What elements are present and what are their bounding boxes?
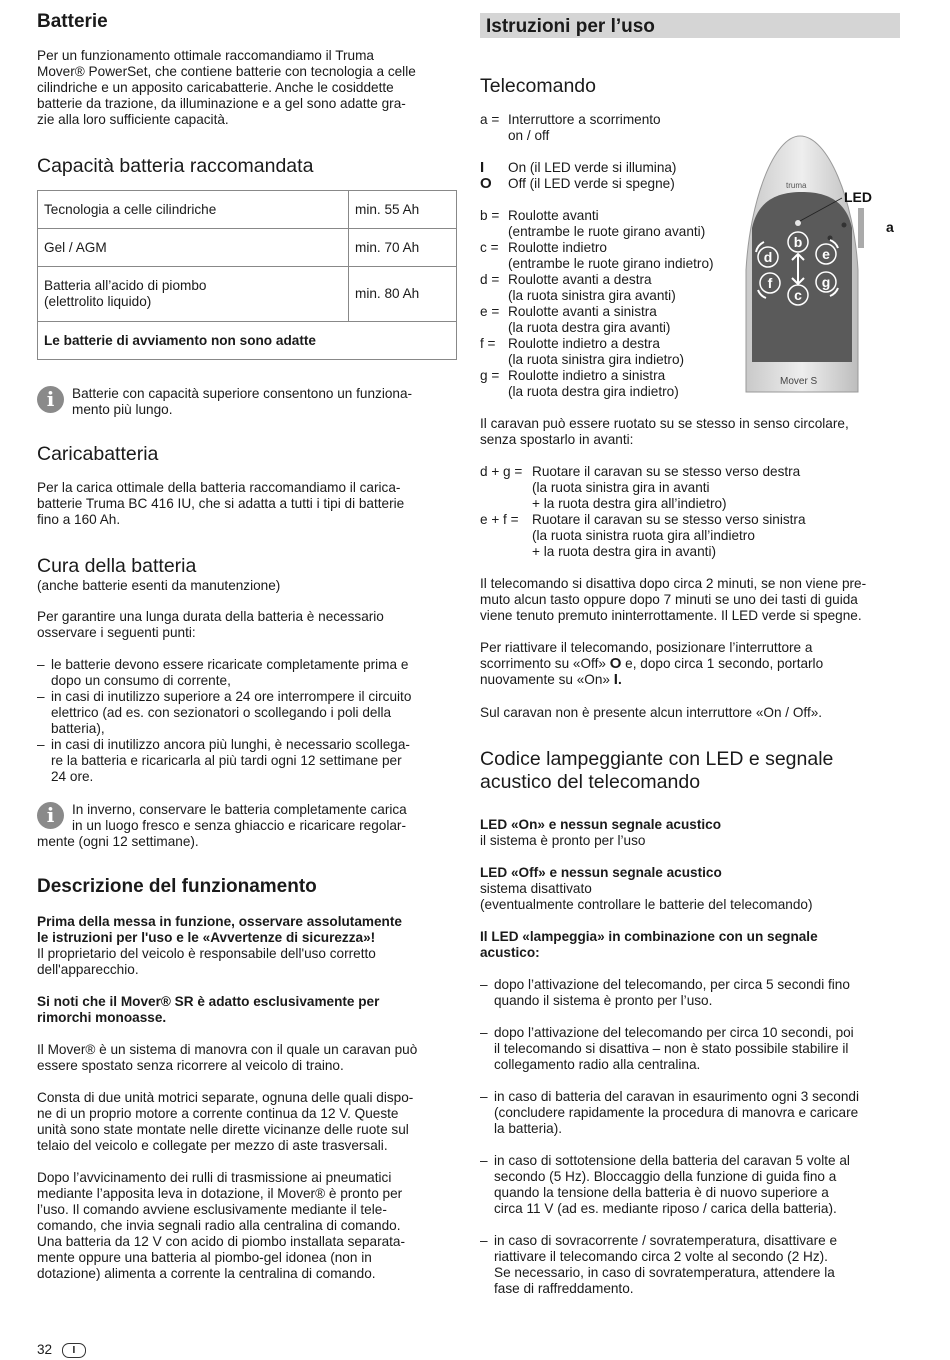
- table-note: Le batterie di avviamento non sono adatte: [38, 322, 457, 360]
- descrizione-p1: Il proprietario del veicolo è responsabile dell'uso corretto dell'apparecchio.: [37, 946, 376, 977]
- list-item: – dopo l’attivazione del telecomando, per circa 5 secondi fino quando il sistema è pronto per l’uso.: [480, 977, 900, 1009]
- list-item: – in caso di sottotensione della batteria del caravan 5 volte al secondo (5 Hz). Bloccaggio della funzione di guida fino a quando la tensione della batteria è di nuovo superiore a circa 11 V (ad es. mediante riposo / carica della batteria).: [480, 1153, 900, 1217]
- remote-model: Mover S: [780, 376, 818, 387]
- list-item: f = Roulotte indietro a destra (la ruota sinistra gira indietro): [480, 336, 685, 367]
- table-row: Tecnologia a celle cilindriche min. 55 Ah: [38, 191, 457, 229]
- button-label: f: [767, 275, 773, 291]
- switch-callout-label: a: [886, 219, 894, 235]
- list-item: e + f = Ruotare il caravan su se stesso verso sinistra (la ruota sinistra ruota gira all’indietro + la ruota destra gira in avanti): [480, 512, 806, 559]
- info-note: i In inverno, conservare le batteria completamente carica in un luogo fresco e senza ghiaccio e ricaricare regolar- mente (ogni 12 settimane).: [37, 802, 407, 849]
- button-label: e: [822, 246, 830, 262]
- descrizione-warning: Prima della messa in funzione, osservare assolutamente le istruzioni per l'uso e le «Avvertenze di sicurezza»!: [37, 914, 402, 945]
- remote-control-illustration: [738, 130, 908, 400]
- list-item: b = Roulotte avanti (entrambe le ruote girano avanti): [480, 208, 706, 239]
- list-item: – in caso di sovracorrente / sovratemperatura, disattivare e riattivare il telecomando circa 2 volte al secondo (2 Hz). Se necessario, in caso di sovratemperatura, attendere la fase di raffreddamento.: [480, 1233, 900, 1297]
- cura-list: [37, 657, 457, 785]
- led-callout-label: LED: [844, 189, 872, 205]
- cura-intro: Per garantire una lunga durata della batteria è necessario osservare i seguenti punti:: [37, 609, 384, 640]
- switch-dot-icon: [842, 223, 847, 228]
- descrizione-p4: Dopo l’avvicinamento dei rulli di trasmissione ai pneumatici mediante l’apposita leva in dotazione, il Mover® è pronto per l’uso. Il comando avviene esclusivamente mediante il tele- comando, che invia segnali radio alla centralina di comando. Una batteria da 12 V con acido di piombo installata separata- mente oppure una batteria al piombo-gel idonea (non in dotazione) alimenta a corrente la centralina di comando.: [37, 1170, 406, 1281]
- led-blink-heading: Il LED «lampeggia» in combinazione con un segnale acustico:: [480, 929, 818, 960]
- page-number: 32: [37, 1342, 53, 1357]
- combo-list: [480, 464, 806, 560]
- list-item: – le batterie devono essere ricaricate completamente prima e dopo un consumo di corrente,: [37, 657, 457, 689]
- button-label: g: [821, 274, 831, 290]
- on-glyph: I: [613, 671, 618, 688]
- button-label: c: [794, 287, 802, 303]
- list-item: – in casi di inutilizzo superiore a 24 ore interrompere il circuito elettrico (ad es. con sezionatori o scollegando i poli della batteria),: [37, 689, 457, 737]
- switch-description: a = Interruttore a scorrimento on / off: [480, 112, 661, 143]
- table-row: Batteria all’acido di piombo (elettrolito liquido) min. 80 Ah: [38, 267, 457, 322]
- no-switch-text: Sul caravan non è presente alcun interruttore «On / Off».: [480, 705, 823, 720]
- list-item: – in caso di batteria del caravan in esaurimento ogni 3 secondi (concludere rapidamente la procedura di manovra e caricare la batteria).: [480, 1089, 900, 1137]
- remote-brand: truma: [786, 181, 807, 190]
- cura-title: Cura della batteria: [37, 555, 197, 577]
- off-glyph: O: [609, 655, 622, 672]
- on-off-legend: I On (il LED verde si illumina) O Off (il LED verde si spegne): [480, 159, 677, 192]
- descrizione-note: Si noti che il Mover® SR è adatto esclusivamente per rimorchi monoasse.: [37, 994, 380, 1025]
- on-glyph: I: [480, 159, 485, 176]
- off-glyph: O: [480, 175, 492, 192]
- info-icon: i: [37, 802, 64, 829]
- list-item: – dopo l’attivazione del telecomando per circa 10 secondi, poi il telecomando si disattiva – non è stato possibile stabilire il collegamento radio alla centralina.: [480, 1025, 900, 1073]
- section-header: Istruzioni per l’uso: [480, 13, 900, 38]
- list-item: g = Roulotte indietro a sinistra (la ruota destra gira indietro): [480, 368, 679, 399]
- list-item: d + g = Ruotare il caravan su se stesso verso destra (la ruota sinistra gira in avanti + la ruota destra gira all’indietro): [480, 464, 801, 511]
- table-row: [38, 322, 457, 360]
- deactivate-text: Il telecomando si disattiva dopo circa 2 minuti, se non viene pre- muto alcun tasto oppure dopo 7 minuti se uno dei tasti di guida viene tenuto premuto ininterrottamente. Il LED verde si spegne.: [480, 576, 867, 623]
- batterie-text: Per un funzionamento ottimale raccomandiamo il Truma Mover® PowerSet, che contiene batterie con tecnologia a celle cilindriche e un apposito caricabatterie. Anche le cosiddette batterie da trazione, da illuminazione e a gel sono adatte gra- zie alla loro sufficiente capacità.: [37, 48, 416, 127]
- led-off-block: LED «Off» e nessun segnale acustico sistema disattivato (eventualmente controllare le batterie del telecomando): [480, 865, 813, 912]
- list-item: c = Roulotte indietro (entrambe le ruote girano indietro): [480, 240, 714, 271]
- batterie-title: Batterie: [37, 11, 108, 32]
- capacita-title: Capacità batteria raccomandata: [37, 155, 314, 177]
- language-badge: I: [62, 1343, 86, 1358]
- caricabatteria-text: Per la carica ottimale della batteria raccomandiamo il carica- batterie Truma BC 416 IU, che si adatta a tutti i tipi di batterie fino a 160 Ah.: [37, 480, 405, 527]
- list-item: – in casi di inutilizzo ancora più lunghi, è necessario scollega- re la batteria e ricaricarla al più tardi ogni 12 settimane per 24 ore.: [37, 737, 457, 785]
- list-item: e = Roulotte avanti a sinistra (la ruota destra gira avanti): [480, 304, 671, 335]
- circle-intro: Il caravan può essere ruotato su se stesso in senso circolare, senza spostarlo in avanti:: [480, 416, 849, 447]
- blink-list: [480, 977, 900, 1297]
- info-note: i Batterie con capacità superiore consentono un funziona- mento più lungo.: [37, 386, 457, 418]
- button-label: d: [763, 249, 773, 265]
- slide-switch: [858, 208, 864, 248]
- cura-subtitle: (anche batterie esenti da manutenzione): [37, 578, 281, 593]
- battery-capacity-table: [37, 190, 457, 360]
- key-list: [480, 208, 714, 400]
- caricabatteria-title: Caricabatteria: [37, 443, 159, 465]
- button-label: b: [793, 234, 803, 250]
- descrizione-title: Descrizione del funzionamento: [37, 876, 317, 897]
- table-row: Gel / AGM min. 70 Ah: [38, 229, 457, 267]
- telecomando-title: Telecomando: [480, 75, 596, 97]
- page-footer: [37, 1342, 86, 1358]
- descrizione-p3: Consta di due unità motrici separate, ognuna delle quali dispo- ne di un proprio motore a corrente continua da 12 V. Queste unità sono state montate nelle dirette vicinanze delle ruote sul telaio del veicolo e collegate per mezzo di aste trasversali.: [37, 1090, 414, 1153]
- reactivate-text: Per riattivare il telecomando, posizionare l’interruttore a scorrimento su «Off» O e, dopo circa 1 secondo, portarlo nuovamente su «On» I.: [480, 640, 824, 688]
- codice-title: Codice lampeggiante con LED e segnale acustico del telecomando: [480, 748, 834, 793]
- descrizione-p2: Il Mover® è un sistema di manovra con il quale un caravan può essere spostato senza ricorrere al veicolo di traino.: [37, 1042, 418, 1073]
- list-item: d = Roulotte avanti a destra (la ruota sinistra gira avanti): [480, 272, 676, 303]
- info-icon: i: [37, 386, 64, 413]
- led-on-block: LED «On» e nessun segnale acustico il sistema è pronto per l’uso: [480, 817, 721, 848]
